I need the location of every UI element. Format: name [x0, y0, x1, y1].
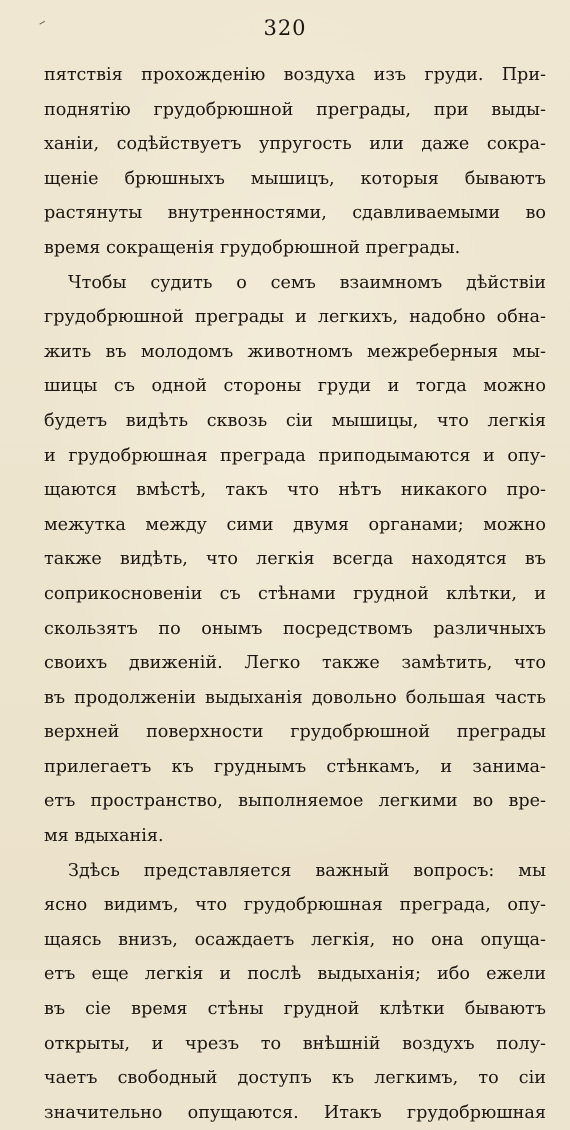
- text-line: въ продолженіи выдыханія довольно большая часть: [44, 687, 546, 708]
- body-text: [44, 58, 546, 1130]
- text-line: открыты, и чрезъ то внѣшній воздухъ полу-: [44, 1033, 546, 1054]
- text-line: время сокращенія грудобрюшной преграды.: [44, 237, 461, 258]
- text-line: и грудобрюшная преграда приподымаются и опу-: [44, 445, 546, 466]
- text-line: значительно опущаются. Итакъ грудобрюшная: [44, 1102, 546, 1123]
- text-line: Чтобы судить о семъ взаимномъ дѣйствіи: [68, 272, 546, 293]
- text-line: чаетъ свободный доступъ къ легкимъ, то сіи: [44, 1068, 546, 1089]
- text-line: шицы съ одной стороны груди и тогда можно: [44, 376, 546, 397]
- text-line: межутка между сими двумя органами; можно: [44, 514, 546, 535]
- text-line: мя вдыханія.: [44, 826, 164, 847]
- text-line: также видѣть, что легкія всегда находятся въ: [44, 549, 546, 570]
- text-line: щаются вмѣстѣ, такъ что нѣтъ никакого про-: [44, 480, 546, 501]
- text-line: скользятъ по онымъ посредствомъ различныхъ: [44, 618, 546, 639]
- page-number: 320: [263, 16, 307, 40]
- text-line: растянуты внутренностями, сдавливаемыми во: [44, 203, 546, 224]
- text-line: етъ пространство, выполняемое легкими во вре-: [44, 791, 546, 812]
- text-line: соприкосновеніи съ стѣнами грудной клѣтки, и: [44, 583, 546, 604]
- text-line: своихъ движеній. Легко также замѣтить, что: [44, 653, 546, 674]
- text-line: ясно видимъ, что грудобрюшная преграда, опу-: [44, 895, 546, 916]
- text-line: прилегаетъ къ груднымъ стѣнкамъ, и занима-: [44, 756, 546, 777]
- text-line: въ сіе время стѣны грудной клѣтки бываютъ: [44, 999, 546, 1020]
- text-line: ханіи, содѣйствуетъ упругость или даже сокра-: [44, 134, 546, 155]
- text-line: поднятію грудобрюшной преграды, при выды-: [44, 99, 546, 120]
- text-line: будетъ видѣть сквозь сіи мышицы, что легкія: [44, 410, 546, 431]
- text-line: щеніе брюшныхъ мышицъ, которыя бываютъ: [44, 168, 546, 189]
- text-line: пятствія прохожденію воздуха изъ груди. При-: [44, 65, 546, 85]
- text-line: Здѣсь представляется важный вопросъ: мы: [68, 860, 546, 881]
- text-line: верхней поверхности грудобрюшной преграды: [44, 722, 546, 743]
- text-line: грудобрюшной преграды и легкихъ, надобно обна-: [44, 307, 546, 328]
- text-line: етъ еще легкія и послѣ выдыханія; ибо ежели: [44, 964, 546, 985]
- text-line: щаясь внизъ, осаждаетъ легкія, но она опуща-: [44, 929, 546, 950]
- text-line: жить въ молодомъ животномъ межреберныя мы-: [44, 341, 546, 362]
